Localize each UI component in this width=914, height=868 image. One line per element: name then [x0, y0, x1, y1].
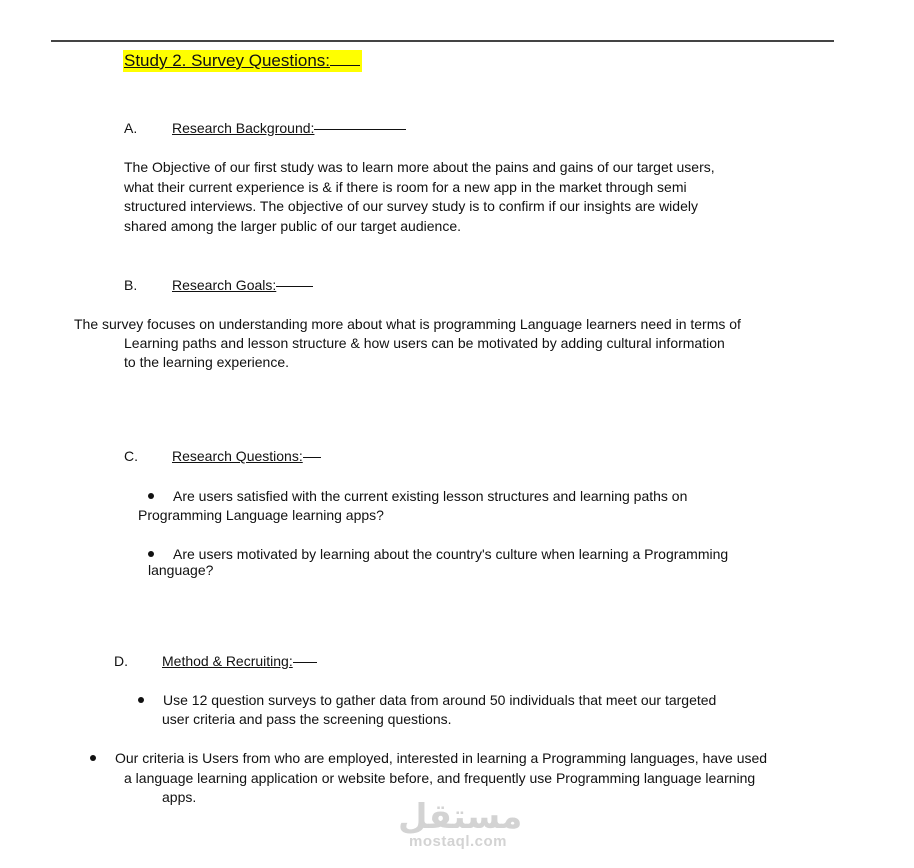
section-c-heading: Research Questions:	[172, 447, 321, 465]
section-b-heading: Research Goals:	[172, 276, 313, 294]
bullet-icon	[148, 551, 154, 557]
mostaql-watermark	[398, 797, 523, 850]
research-question-2-line-2: language?	[148, 562, 214, 578]
paragraph-line: shared among the larger public of our target audience.	[124, 217, 461, 234]
section-a-letter: A.	[124, 120, 138, 136]
watermark-url: mostaql.com	[408, 833, 508, 850]
paragraph-line: structured interviews. The objective of our survey study is to confirm if our insights are widely	[124, 198, 698, 214]
section-a-paragraph	[124, 158, 715, 236]
paragraph-line: The Objective of our first study was to learn more about the pains and gains of our target users,	[124, 159, 715, 175]
paragraph-line: what their current experience is & if there is room for a new app in the market through semi	[124, 178, 687, 195]
method-bullet-2-line-2: a language learning application or website before, and frequently use Programming language learning	[124, 770, 756, 786]
watermark-logo: مستقل	[398, 797, 523, 837]
bullet-icon	[148, 493, 154, 499]
method-bullet-2-line-1: Our criteria is Users from who are employed, interested in learning a Programming languages, have used	[115, 750, 768, 766]
section-c-letter: C.	[124, 448, 138, 464]
bullet-icon	[138, 697, 144, 703]
section-d-heading: Method & Recruiting:	[162, 652, 317, 670]
research-question-1-line-1: Are users satisfied with the current existing lesson structures and learning paths on	[173, 488, 688, 504]
method-bullet-1-line-2: user criteria and pass the screening questions.	[162, 711, 452, 727]
document-title: Study 2. Survey Questions:	[123, 50, 362, 72]
section-b-line-2: Learning paths and lesson structure & how users can be motivated by adding cultural information	[124, 335, 725, 351]
section-a-heading: Research Background:	[172, 119, 406, 137]
method-bullet-1-line-1: Use 12 question surveys to gather data from around 50 individuals that meet our targeted	[163, 692, 717, 708]
section-b-line-1: The survey focuses on understanding more about what is programming Language learners need in terms of	[74, 316, 741, 332]
section-b-line-3: to the learning experience.	[124, 354, 289, 370]
research-question-1-line-2: Programming Language learning apps?	[138, 507, 384, 523]
method-bullet-2-line-3: apps.	[162, 789, 197, 805]
section-d-letter: D.	[114, 653, 128, 669]
section-b-letter: B.	[124, 277, 138, 293]
bullet-icon	[90, 755, 96, 761]
research-question-2-line-1: Are users motivated by learning about the country's culture when learning a Programming	[173, 546, 729, 562]
page-top-rule	[51, 40, 834, 42]
